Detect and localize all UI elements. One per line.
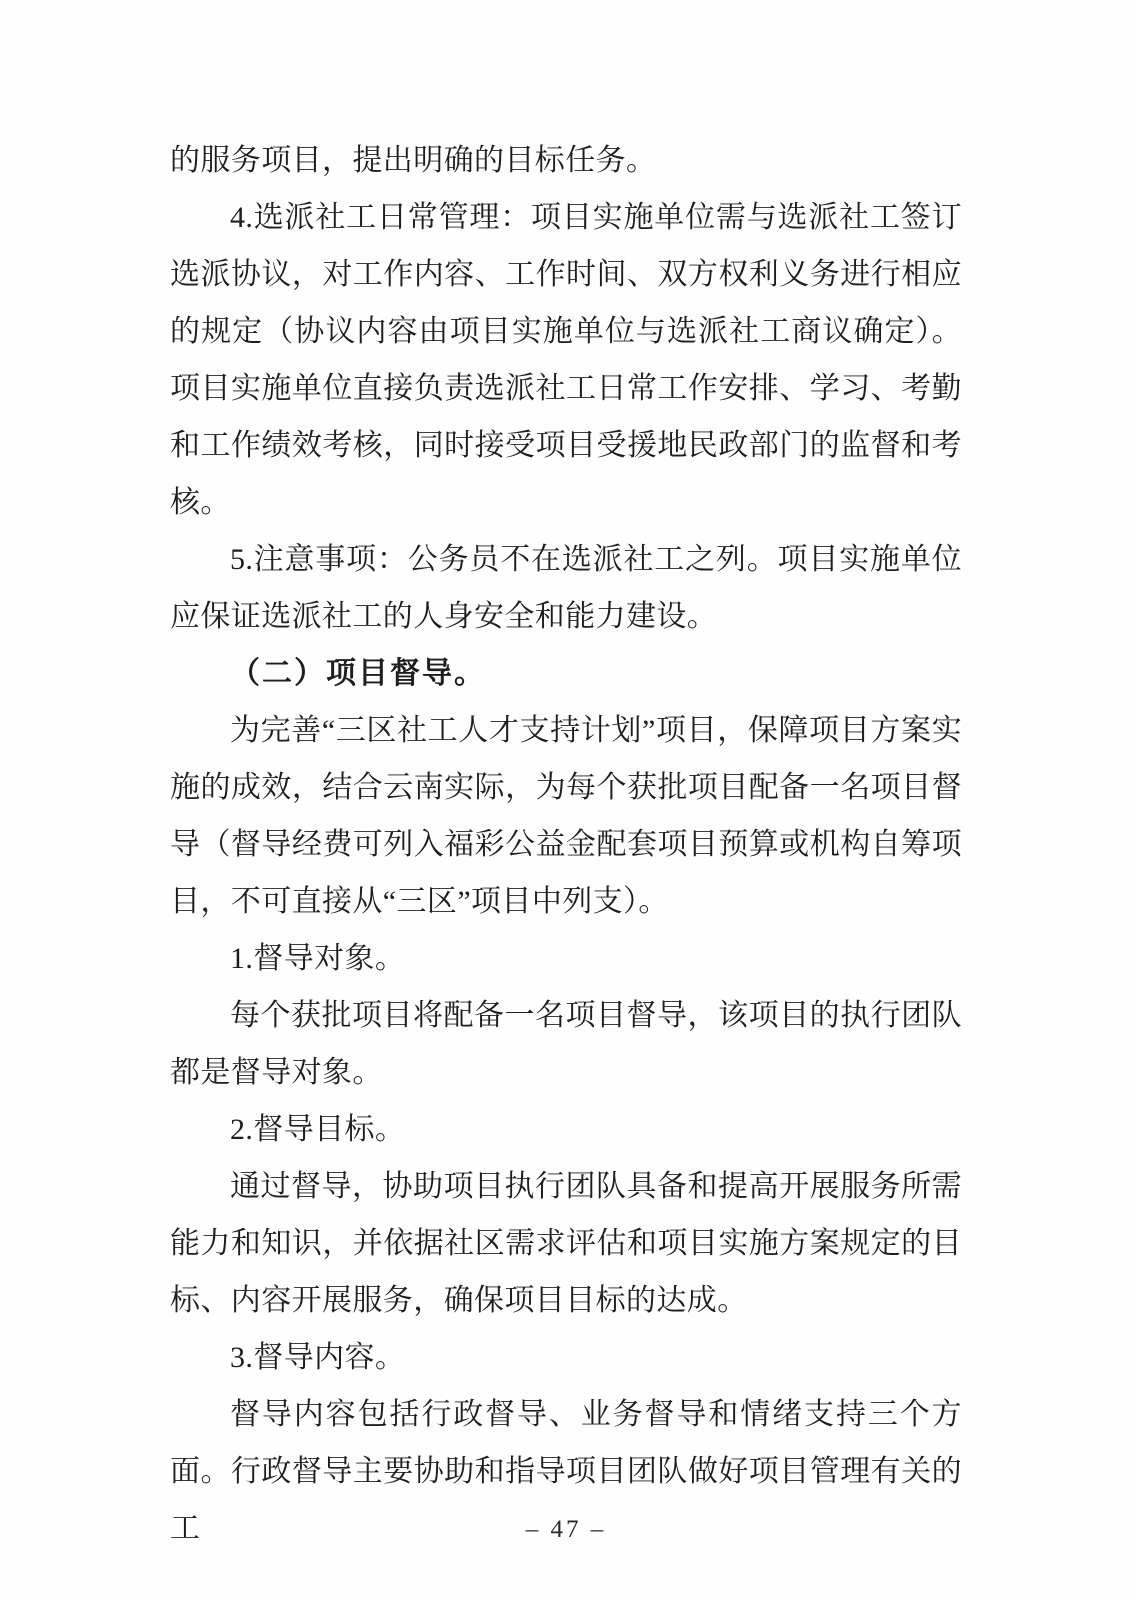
- paragraph-supervision-content: 督导内容包括行政督导、业务督导和情绪支持三个方面。行政督导主要协助和指导项目团队做好项目管理有关的工: [170, 1398, 962, 1545]
- paragraph-item-2: 2.督导目标。: [230, 1113, 406, 1146]
- paragraph-item-3: 3.督导内容。: [230, 1341, 406, 1374]
- document-body: [170, 132, 962, 1557]
- paragraph-item-5: 5.注意事项：公务员不在选派社工之列。项目实施单位应保证选派社工的人身安全和能力建设。: [170, 543, 962, 633]
- paragraph-item-1: 1.督导对象。: [230, 942, 406, 975]
- paragraph-continuation: 的服务项目，提出明确的目标任务。: [170, 144, 657, 177]
- paragraph-intro: 为完善“三区社工人才支持计划”项目，保障项目方案实施的成效，结合云南实际，为每个获批项目配备一名项目督导（督导经费可列入福彩公益金配套项目预算或机构自筹项目，不可直接从“三区”项目中列支）。: [170, 714, 962, 918]
- paragraph-item-4: 4.选派社工日常管理：项目实施单位需与选派社工签订选派协议，对工作内容、工作时间、双方权利义务进行相应的规定（协议内容由项目实施单位与选派社工商议确定）。项目实施单位直接负责选派社工日常工作安排、学习、考勤和工作绩效考核，同时接受项目受援地民政部门的监督和考核。: [170, 201, 962, 519]
- paragraph-supervision-target: 每个获批项目将配备一名项目督导，该项目的执行团队都是督导对象。: [170, 999, 962, 1089]
- page-number: – 47 –: [525, 1516, 607, 1543]
- paragraph-supervision-goal: 通过督导，协助项目执行团队具备和提高开展服务所需能力和知识，并依据社区需求评估和项目实施方案规定的目标、内容开展服务，确保项目目标的达成。: [170, 1170, 962, 1317]
- section-heading: （二）项目督导。: [230, 657, 486, 690]
